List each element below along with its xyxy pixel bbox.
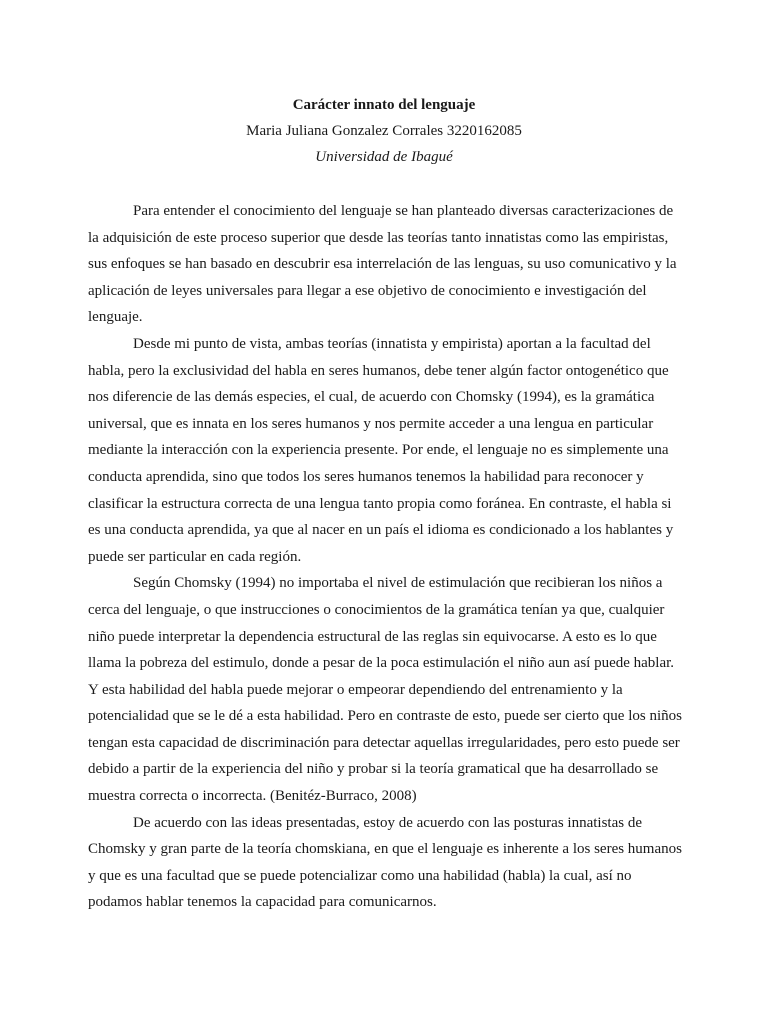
document-body — [88, 198, 683, 916]
document-header — [0, 92, 768, 170]
paragraph-4: De acuerdo con las ideas presentadas, estoy de acuerdo con las posturas innatistas de Chomsky y gran parte de la teoría chomskiana, en que el lenguaje es inherente a los seres humanos y que es una facultad que se puede potencializar como una habilidad (habla) la cual, así no podamos hablar tenemos la capacidad para comunicarnos. — [88, 814, 682, 911]
document-affiliation: Universidad de Ibagué — [315, 149, 453, 165]
document-author: Maria Juliana Gonzalez Corrales 3220162085 — [246, 123, 522, 139]
document-title: Carácter innato del lenguaje — [292, 97, 476, 113]
paragraph-3: Según Chomsky (1994) no importaba el nivel de estimulación que recibieran los niños a cerca del lenguaje, o que instrucciones o conocimientos de la gramática tenían ya que, cualquier niño puede interpretar la dependencia estructural de las reglas sin equivocarse. A esto es lo que llama la pobreza del estimulo, donde a pesar de la poca estimulación el niño aun así puede hablar. Y esta habilidad del habla puede mejorar o empeorar dependiendo del entrenamiento y la potencialidad que se le dé a esta habilidad. Pero en contraste de esto, puede ser cierto que los niños tengan esta capacidad de discriminación para detectar aquellas irregularidades, pero esto puede ser debido a partir de la experiencia del niño y probar si la teoría gramatical que ha desarrollado se muestra correcta o incorrecta. (Benitéz-Burraco, 2008) — [88, 575, 682, 805]
paragraph-2: Desde mi punto de vista, ambas teorías (innatista y empirista) aportan a la facultad del habla, pero la exclusividad del habla en seres humanos, debe tener algún factor ontogenético que nos diferencie de las demás especies, el cual, de acuerdo con Chomsky (1994), es la gramática universal, que es innata en los seres humanos y nos permite acceder a una lengua en particular mediante la interacción con la experiencia presente. Por ende, el lenguaje no es simplemente una conducta aprendida, sino que todos los seres humanos tenemos la habilidad para reconocer y clasificar la estructura correcta de una lengua tanto propia como foránea. En contraste, el habla si es una conducta aprendida, ya que al nacer en un país el idioma es condicionado a los hablantes y puede ser particular en cada región. — [88, 335, 674, 565]
paragraph-1: Para entender el conocimiento del lenguaje se han planteado diversas caracterizaciones de la adquisición de este proceso superior que desde las teorías tanto innatistas como las empiristas, sus enfoques se han basado en descubrir esa interrelación de las lenguas, su uso comunicativo y la aplicación de leyes universales para llegar a ese objetivo de conocimiento e investigación del lenguaje. — [88, 203, 677, 326]
